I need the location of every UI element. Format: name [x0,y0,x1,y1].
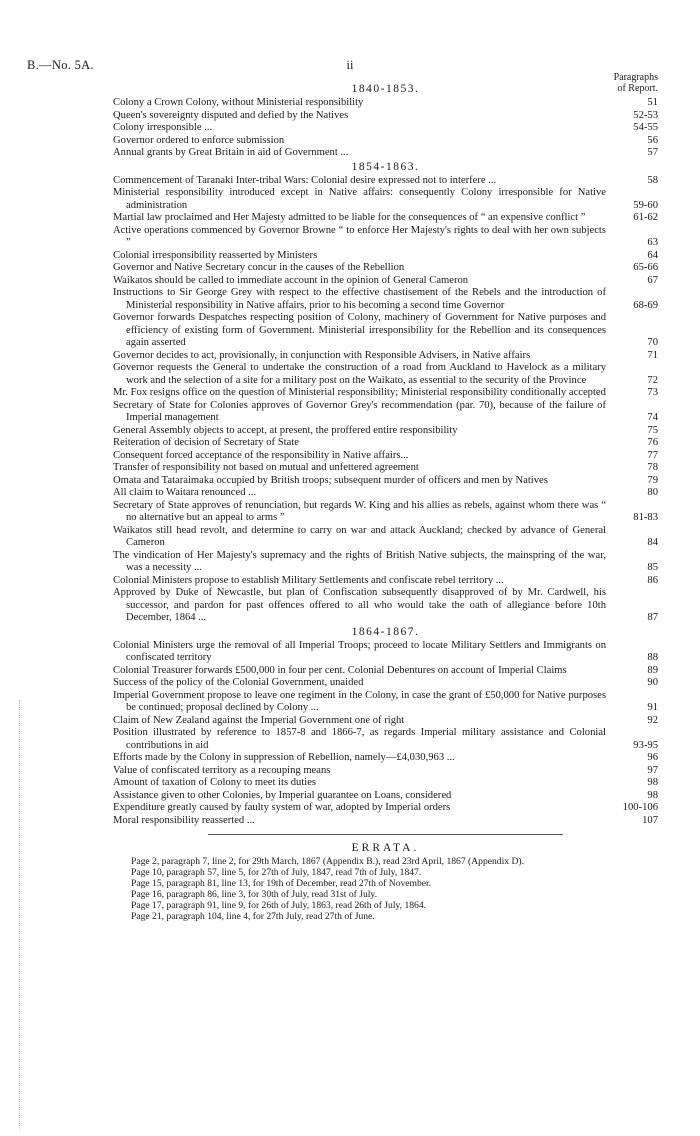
entry-paragraph-number: 96 [647,752,658,763]
contents-entry [113,715,658,728]
entry-paragraph-number: 51 [647,97,658,108]
contents-entry [113,677,658,690]
document-reference: B.—No. 5A. [27,58,94,72]
section-title: 1840-1853. [351,83,420,95]
contents-entry [113,665,658,678]
entry-text: Value of confiscated territory as a recouping means [113,764,331,776]
entry-paragraph-number: 61-62 [633,212,658,223]
contents-entry [113,437,658,450]
contents-entry [113,287,658,312]
errata-list [113,856,658,922]
entry-text: Expenditure greatly caused by faulty system of war, adopted by Imperial orders [113,802,451,813]
contents-entry [113,225,658,250]
entry-text: Queen's sovereignty disputed and defied by the Natives [113,109,349,121]
entry-text: Governor ordered to enforce submission [113,134,285,146]
entry-paragraph-number: 70 [647,337,658,348]
contents-entry [113,350,658,363]
entry-text: General Assembly objects to accept, at present, the proffered entire responsibility [113,424,458,436]
errata-title: ERRATA. [351,842,420,854]
errata-line: Page 21, paragraph 104, line 4, for 27th July, read 27th of June. [131,911,375,922]
contents-entry [113,640,658,665]
contents-entry [113,175,658,188]
contents-entry [113,122,658,135]
entry-paragraph-number: 79 [647,474,658,486]
errata-line: Page 16, paragraph 86, line 3, for 30th of July, read 31st of July. [131,889,378,900]
entry-paragraph-number: 76 [647,437,658,448]
entry-text: Consequent forced acceptance of the responsibility in Native affairs... [113,449,409,461]
entry-paragraph-number: 91 [647,702,658,713]
contents-entry [113,250,658,263]
entry-paragraph-number: 86 [647,574,658,586]
entry-text: Colonial irresponsibility reasserted by Ministers [113,249,318,261]
contents-entry [113,752,658,765]
section-title: 1864-1867. [351,625,420,638]
entry-text: Colonial Ministers urge the removal of all Imperial Troops; proceed to locate Military Settlers and Immigrants on confiscated territory [113,639,606,663]
entry-paragraph-number: 65-66 [633,262,658,273]
section-title: 1854-1863. [351,160,420,173]
entry-paragraph-number: 85 [647,562,658,573]
entry-paragraph-number: 68-69 [633,299,658,311]
contents-entry [113,587,658,625]
entry-text: All claim to Waitara renounced ... [113,487,257,498]
contents-entry [113,187,658,212]
entry-text: Active operations commenced by Governor Browne “ to enforce Her Majesty's rights to deal with her own subjects ” [113,224,606,248]
entry-paragraph-number: 90 [647,677,658,688]
entry-text: Success of the policy of the Colonial Government, unaided [113,677,364,688]
entry-paragraph-number: 72 [647,374,658,386]
entry-paragraph-number: 73 [647,387,658,398]
contents-entry [113,487,658,500]
entry-text: Claim of New Zealand against the Imperial Government one of right [113,714,405,726]
entry-paragraph-number: 98 [647,777,658,788]
contents-entry [113,765,658,778]
entry-text: Mr. Fox resigns office on the question of Ministerial responsibility; Ministerial responsibility conditionally accepted [113,387,606,398]
contents-entry [113,362,658,387]
entry-text: Governor forwards Despatches respecting position of Colony, machinery of Government for Native purposes and efficiency of existing form of Government. Ministerial irresponsibility for the Rebellion and its consequences again asserted [113,312,606,348]
contents-entry [113,425,658,438]
contents-entry [113,450,658,463]
entry-paragraph-number: 54-55 [633,122,658,133]
entry-paragraph-number: 80 [647,487,658,498]
entry-text: Commencement of Taranaki Inter-tribal Wars: Colonial desire expressed not to interfere ... [113,174,497,186]
entry-paragraph-number: 59-60 [633,199,658,211]
entry-text: Waikatos should be called to immediate account in the opinion of General Cameron [113,274,469,286]
entry-text: Secretary of State approves of renunciation, but regards W. King and his allies as rebels, against whom there was “ no alternative but an appeal to arms ” [113,499,606,523]
entry-paragraph-number: 63 [647,237,658,248]
section-divider [208,834,563,835]
entry-text: Position illustrated by reference to 1857-8 and 1866-7, as regards Imperial military assistance and Colonial contributions in aid [113,727,606,751]
contents-entry [113,387,658,400]
entry-text: Governor requests the General to undertake the construction of a road from Auckland to Havelock as a military work and the selection of a site for a military post on the Waikato, as essential to the security of the Province [113,362,606,386]
entry-text: Ministerial responsibility introduced except in Native affairs: consequently Colony irresponsible for Native administration [113,187,606,211]
entry-text: Omata and Tataraimaka occupied by British troops; subsequent murder of officers and men by Natives [113,474,548,486]
entry-text: Colony irresponsible ... [113,122,213,133]
contents-entry [113,147,658,160]
entry-text: Amount of taxation of Colony to meet its duties [113,777,317,788]
entry-paragraph-number: 58 [647,174,658,186]
contents-entry [113,815,658,828]
entry-paragraph-number: 100-106 [622,802,658,813]
entry-paragraph-number: 98 [647,789,658,801]
entry-text: Imperial Government propose to leave one regiment in the Colony, in case the grant of £50,000 for Native purposes be continued; proposal declined by Colony ... [113,689,606,713]
paragraphs-heading-line2: of Report. [617,83,658,94]
entry-paragraph-number: 88 [647,652,658,663]
entry-text: Reiteration of decision of Secretary of State [113,437,299,448]
contents-entry [113,525,658,550]
contents-entry [113,110,658,123]
contents-entry [113,135,658,148]
contents-entry [113,262,658,275]
contents-entry [113,500,658,525]
entry-text: Efforts made by the Colony in suppression of Rebellion, namely—£4,030,963 ... [113,752,455,763]
entry-paragraph-number: 78 [647,462,658,473]
entry-text: Secretary of State for Colonies approves of Governor Grey's recommendation (par. 70), because of the failure of Imperial management [113,399,606,423]
margin-rule [19,700,20,1130]
entry-paragraph-number: 67 [647,274,658,286]
entry-paragraph-number: 71 [647,349,658,361]
entry-paragraph-number: 89 [647,664,658,676]
entry-text: Governor and Native Secretary concur in the causes of the Rebellion [113,262,405,273]
contents-entry [113,312,658,350]
contents-sections [113,82,658,827]
entry-paragraph-number: 87 [647,612,658,623]
contents-entry [113,400,658,425]
entry-text: Governor decides to act, provisionally, in conjunction with Responsible Advisers, in Native affairs [113,349,531,361]
entry-text: The vindication of Her Majesty's supremacy and the rights of British Native subjects, the mainspring of the war, was a necessity ... [113,549,606,573]
contents-entry [113,575,658,588]
contents-entry [113,275,658,288]
contents-entry [113,550,658,575]
entry-paragraph-number: 77 [647,449,658,461]
contents-entry [113,212,658,225]
entry-paragraph-number: 64 [647,249,658,261]
entry-paragraph-number: 107 [642,814,658,826]
errata-line: Page 2, paragraph 7, line 2, for 29th March, 1867 (Appendix B.), read 23rd April, 1867 (Appendix D). [131,856,524,867]
entry-text: Annual grants by Great Britain in aid of Government ... [113,147,349,158]
entry-text: Instructions to Sir George Grey with respect to the effective chastisement of the Rebels and the introduction of Ministerial responsibility in Native affairs, prior to his becoming a second time Governor [113,287,606,311]
errata-line: Page 10, paragraph 57, line 5, for 27th of July, 1847, read 7th of July, 1847. [131,867,422,878]
entry-paragraph-number: 84 [647,537,658,548]
contents-entry [113,475,658,488]
errata-line: Page 17, paragraph 91, line 9, for 26th of July, 1863, read 26th of July, 1864. [131,900,427,911]
entry-paragraph-number: 93-95 [633,739,658,751]
contents-entry [113,802,658,815]
contents-entry [113,97,658,110]
entry-paragraph-number: 92 [647,714,658,726]
entry-text: Martial law proclaimed and Her Majesty admitted to be liable for the consequences of “ an expensive conflict ” [113,212,586,223]
entry-text: Assistance given to other Colonies, by Imperial guarantee on Loans, considered [113,789,452,801]
entry-text: Colony a Crown Colony, without Ministerial responsibility [113,97,364,108]
entry-text: Colonial Treasurer forwards £500,000 in four per cent. Colonial Debentures on account of Imperial Claims [113,664,567,676]
entry-paragraph-number: 97 [647,764,658,776]
page-number: ii [346,58,354,72]
contents-entry [113,727,658,752]
entry-paragraph-number: 52-53 [633,109,658,121]
contents-entry [113,777,658,790]
contents-entry [113,690,658,715]
contents-entry [113,462,658,475]
entry-text: Colonial Ministers propose to establish Military Settlements and confiscate rebel territory ... [113,574,504,586]
entry-paragraph-number: 75 [647,424,658,436]
entry-text: Moral responsibility reasserted ... [113,814,255,826]
entry-text: Waikatos still head revolt, and determine to carry on war and attack Auckland; checked by advance of General Cameron [113,524,606,548]
entry-text: Approved by Duke of Newcastle, but plan of Confiscation subsequently disapproved of by Mr. Cardwell, his successor, and pardon for past offences offered to all who would take the oath of allegiance before 10th December, 1864 ... [113,587,606,623]
entry-paragraph-number: 57 [647,147,658,158]
entry-paragraph-number: 81-83 [633,512,658,523]
contents-body [113,82,658,922]
entry-text: Transfer of responsibility not based on mutual and unfettered agreement [113,462,419,473]
paragraphs-heading-line1: Paragraphs [613,72,658,83]
entry-paragraph-number: 56 [647,134,658,146]
contents-entry [113,790,658,803]
errata-line: Page 15, paragraph 81, line 13, for 19th of December, read 27th of November. [131,878,432,889]
entry-paragraph-number: 74 [647,412,658,423]
